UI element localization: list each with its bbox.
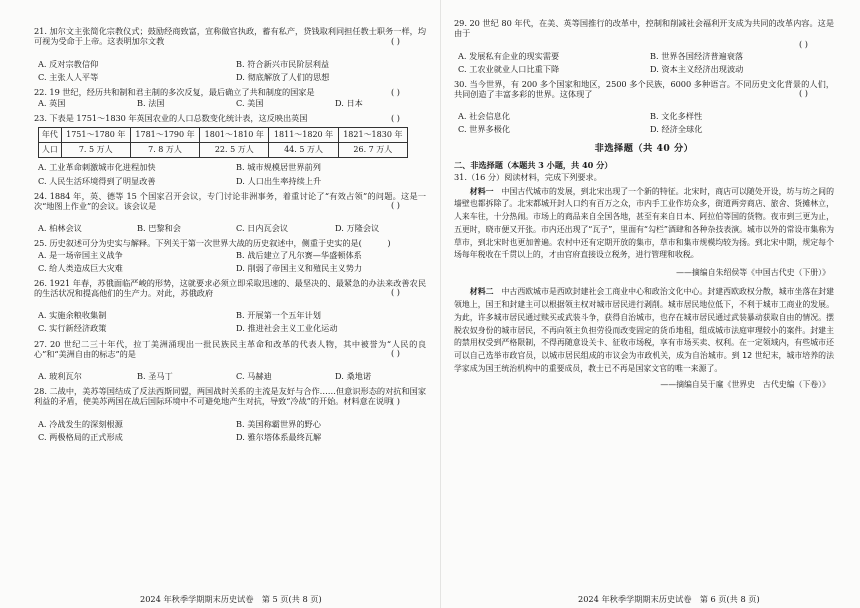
question-27 — [34, 339, 426, 384]
question-24-stem: 24. 1884 年，英、德等 15 个国家召开会议，专门讨论非洲事务，着重讨论了“有效占领”的问题。这是一次“地图上作业”的会议。该会议是 — [34, 190, 426, 211]
question-24 — [34, 191, 426, 236]
page-footer: 2024 年秋季学期期末历史试卷 第 6 页(共 8 页) — [578, 593, 760, 604]
table-cell: 7. 8 万人 — [130, 143, 199, 158]
question-23-stem: 23. 下表是 1751～1830 年英国农业的人口总数变化统计表，这反映出英国 — [34, 113, 308, 124]
table-cell: 人口 — [39, 143, 62, 158]
options — [34, 161, 426, 187]
options — [34, 309, 426, 335]
table-cell: 年代 — [39, 128, 62, 143]
option-a: A. 工业革命刺激城市化进程加快 — [38, 162, 156, 173]
answer-bracket: ( ) — [391, 113, 400, 124]
options — [34, 418, 426, 444]
question-26-stem: 26. 1921 年春，苏俄面临严峻的形势，这就要求必须立即采取迅速的、最坚决的、最紧急的办法来改善农民的生活状况和提高他们的生产力。对此，苏俄政府 — [34, 277, 426, 298]
option-a: A. 实施余粮收集制 — [38, 310, 107, 321]
option-b: B. 战后建立了凡尔赛—华盛顿体系 — [236, 249, 362, 260]
option-b: B. 美国称霸世界的野心 — [236, 418, 321, 429]
option-c: C. 美国 — [236, 98, 264, 108]
options — [454, 50, 834, 76]
option-b: B. 符合新兴市民阶层利益 — [236, 58, 330, 69]
question-29 — [454, 18, 834, 76]
options — [454, 110, 834, 136]
question-30 — [454, 79, 834, 137]
option-d: D. 经济全球化 — [650, 124, 703, 135]
option-d: D. 削弱了帝国主义和殖民主义势力 — [236, 262, 363, 273]
question-21 — [34, 26, 426, 84]
table-cell: 1801～1810 年 — [200, 128, 269, 143]
question-27-stem: 27. 20 世纪二三十年代，拉丁美洲涌现出一批民族民主革命和改革的代表人物，其中被誉为“人民的良心”和“美洲自由的标志”的是 — [34, 338, 426, 359]
answer-bracket: ( ) — [799, 38, 808, 49]
answer-bracket: ( ) — [391, 395, 400, 406]
option-b: B. 世界各国经济普遍衰落 — [650, 50, 744, 61]
option-a: A. 反对宗教信仰 — [38, 58, 99, 69]
option-c: C. 日内瓦会议 — [236, 223, 289, 234]
option-c: C. 实行新经济政策 — [38, 323, 107, 334]
options — [34, 222, 426, 235]
material-2 — [454, 286, 834, 376]
answer-bracket: ( ) — [391, 200, 400, 211]
question-28-stem: 28. 二战中，美苏等国结成了反法西斯同盟，两国战时关系的主流是友好与合作……但意识形态的对抗和国家利益的矛盾，使美苏两国在战后国际环境中不可避免地产生对抗，导致“冷战”的开始。材料意在说明 — [34, 386, 426, 407]
option-b: B. 文化多样性 — [650, 111, 703, 122]
material-label: 材料一 — [469, 186, 494, 196]
options — [34, 370, 426, 383]
option-a: A. 是一场帝国主义战争 — [38, 249, 123, 260]
option-d: D. 推进社会主义工业化运动 — [236, 323, 338, 334]
option-b: B. 巴黎和会 — [137, 223, 181, 234]
option-a: A. 英国 — [38, 98, 66, 108]
exam-page-6 — [440, 0, 860, 608]
section-title: 非选择题（共 40 分） — [594, 142, 694, 154]
option-d: D. 日本 — [335, 98, 363, 108]
table-cell: 44. 5 万人 — [269, 143, 338, 158]
option-a: A. 柏林会议 — [38, 223, 82, 234]
option-a: A. 玻利瓦尔 — [38, 371, 82, 381]
option-d: D. 万隆会议 — [335, 223, 380, 234]
table-cell: 1781～1790 年 — [130, 128, 199, 143]
page-footer: 2024 年秋季学期期末历史试卷 第 5 页(共 8 页) — [140, 593, 322, 604]
question-25-stem: 25. 历史叙述可分为史实与解释。下列关于第一次世界大战的历史叙述中，侧重于史实的是( ) — [34, 238, 391, 249]
option-c: C. 两极格局的正式形成 — [38, 431, 123, 442]
table-cell: 22. 5 万人 — [200, 143, 269, 158]
option-c: C. 世界多极化 — [458, 124, 511, 135]
option-d: D. 人口出生率持续上升 — [236, 175, 322, 186]
option-b: B. 开展第一个五年计划 — [236, 310, 321, 321]
answer-bracket: ( ) — [391, 287, 400, 298]
option-b: B. 城市规模居世界前列 — [236, 162, 321, 173]
option-d: D. 桑地诺 — [335, 371, 372, 381]
question-25 — [34, 238, 426, 275]
question-23 — [34, 113, 426, 188]
option-a: A. 发展私有企业的现实需要 — [458, 50, 560, 61]
material-source: ——摘编自朱绍侯等《中国古代史（下册）》 — [676, 268, 830, 278]
question-28 — [34, 386, 426, 444]
option-a: A. 冷战发生的深刻根源 — [38, 418, 123, 429]
table-row — [39, 143, 408, 158]
table-cell: 7. 5 万人 — [61, 143, 130, 158]
answer-bracket: ( ) — [391, 86, 400, 97]
option-b: B. 圣马丁 — [137, 371, 173, 381]
answer-bracket: ( ) — [391, 35, 400, 46]
section-heading: 二、非选择题（本题共 3 小题，共 40 分） — [454, 160, 613, 170]
material-source: ——摘编自吴于廑《世界史 古代史编（下卷）》 — [660, 379, 830, 389]
option-c: C. 给人类造成巨大灾难 — [38, 262, 123, 273]
options — [34, 97, 426, 110]
option-d: D. 彻底解放了人们的思想 — [236, 71, 330, 82]
table-cell: 1811～1820 年 — [269, 128, 338, 143]
answer-bracket: ( ) — [391, 348, 400, 358]
options — [34, 249, 426, 275]
table-header-row — [39, 128, 408, 143]
options — [34, 58, 426, 84]
question-22-stem: 22. 19 世纪，经历共和制和君主制的多次反复，最后确立了共和制度的国家是 — [34, 86, 315, 97]
option-c: C. 人民生活环境得到了明显改善 — [38, 175, 156, 186]
table-cell: 1821～1830 年 — [338, 128, 407, 143]
material-text: 中古西欧城市是西欧封建社会工商业中心和政治文化中心。封建西欧政权分散，城市坐落在封建领地上，国王和封建主可以根据领主权对城市居民进行剥削。城市居民地位低下，不利于城市工商业的发展。为此，许多城市居民通过赎买或武装斗争，获得自治城市，也存在城市居民通过武装暴动获取自由的情况。摆脱农奴身份的城市居民，不再向领主负担劳役而改变固定的货币地租，组成城市法庭审理较小的案件。封建主的禁用权受到严格限制，不得再随意设关卡、征收市场税，享有市场买卖、权利。在一定领域内，有些城市还可以自己选举市政官员，以城市居民组成的市议会为市政机关，成为自治城市。到 12 世纪末，城市培养的法学家成为国王统治机构中的重要成员，教士已不再是国家文官的唯一来源了。 — [454, 287, 834, 373]
question-21-stem: 21. 加尔文主张简化宗教仪式；鼓励经商致富，宣称做官执政，蓄有私产，贷钱取利同担任教士职务一样，均可视为受命于上帝。这表明加尔文教 — [34, 26, 426, 47]
option-d: D. 雅尔塔体系最终瓦解 — [236, 431, 322, 442]
question-31-heading: 31.（16 分）阅读材料，完成下列要求。 — [454, 172, 602, 183]
option-c: C. 主张人人平等 — [38, 71, 99, 82]
question-22 — [34, 87, 426, 110]
table-cell: 1751～1780 年 — [61, 128, 130, 143]
option-a: A. 社会信息化 — [458, 111, 511, 122]
question-29-stem: 29. 20 世纪 80 年代，在美、英等国推行的改革中，控制和削减社会福利开支成为共同的改革内容。这是由于 — [454, 18, 834, 39]
material-label: 材料二 — [469, 287, 494, 297]
table-cell: 26. 7 万人 — [338, 143, 407, 158]
question-26 — [34, 278, 426, 336]
option-d: D. 资本主义经济出现波动 — [650, 63, 744, 74]
option-c: C. 工农业就业人口比重下降 — [458, 63, 560, 74]
option-b: B. 法国 — [137, 98, 165, 108]
population-table — [38, 127, 408, 158]
option-c: C. 马赫迪 — [236, 371, 272, 381]
question-30-stem: 30. 当今世界，有 200 多个国家和地区，2500 多个民族，6000 多种语言。不同历史文化背景的人们，共同创造了丰富多彩的世界。这体现了 — [454, 78, 834, 99]
material-text: 中国古代城市的发展，到北宋出现了一个新的特征。北宋时，商店可以随处开设，坊与坊之间的墙壁也都拆除了。北宋都城开封人口约有百万之众，市内手工业作坊众多，街道两旁商店、旅舍、货摊林立，人来车往，十分热闹。市场上的商品来自全国各地，甚至有来自日本、阿拉伯等国的货物。夜市到三更为止，五更时，晓市便又开张。市内还出现了“瓦子”，里面有“勾栏”酒肆和各种杂技表演。城市以外的常设市集称为草市，到北宋时也更加普遍。农村中还有定期开放的集市，草市和集市规模均较为扬。到北宋中期，规定每个场每年税收在千贯以上的，才由官府直接设立税务，进行管理和收税。 — [454, 186, 834, 260]
material-1 — [454, 186, 834, 263]
answer-bracket: ( ) — [799, 88, 808, 99]
